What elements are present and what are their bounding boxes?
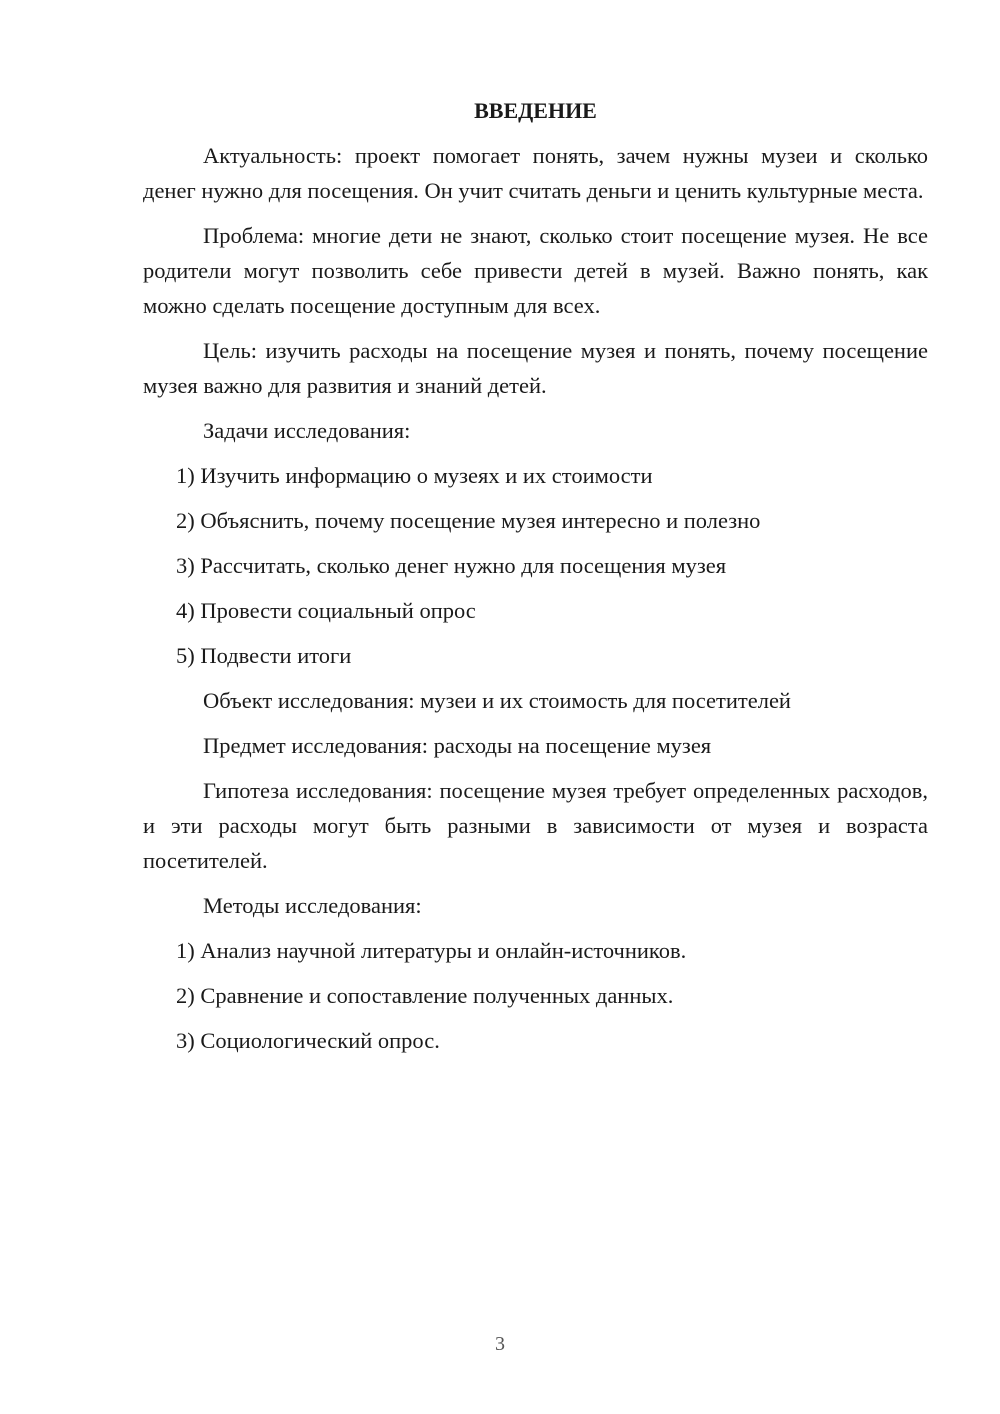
task-item: 5) Подвести итоги	[176, 643, 352, 668]
task-item: 1) Изучить информацию о музеях и их стоимости	[176, 463, 653, 488]
relevance-paragraph: Актуальность: проект помогает понять, зачем нужны музеи и сколько денег нужно для посещения. Он учит считать деньги и ценить культурные места.	[143, 143, 928, 203]
object-line: Объект исследования: музеи и их стоимость для посетителей	[203, 688, 791, 713]
task-item: 4) Провести социальный опрос	[176, 598, 476, 623]
method-item: 1) Анализ научной литературы и онлайн-источников.	[176, 938, 687, 963]
subject-line: Предмет исследования: расходы на посещение музея	[203, 733, 712, 758]
page-number: 3	[495, 1333, 505, 1355]
method-item: 2) Сравнение и сопоставление полученных данных.	[176, 983, 674, 1008]
page-title: ВВЕДЕНИЕ	[474, 98, 597, 123]
problem-paragraph: Проблема: многие дети не знают, сколько стоит посещение музея. Не все родители могут позволить себе привести детей в музей. Важно понять, как можно сделать посещение доступным для всех.	[143, 223, 928, 318]
hypothesis-paragraph: Гипотеза исследования: посещение музея требует определенных расходов, и эти расходы могут быть разными в зависимости от музея и возраста посетителей.	[143, 778, 928, 873]
tasks-list	[143, 458, 928, 673]
task-item: 2) Объяснить, почему посещение музея интересно и полезно	[176, 508, 761, 533]
goal-paragraph: Цель: изучить расходы на посещение музея и понять, почему посещение музея важно для развития и знаний детей.	[143, 338, 928, 398]
task-item: 3) Рассчитать, сколько денег нужно для посещения музея	[176, 553, 727, 578]
methods-heading: Методы исследования:	[203, 893, 422, 918]
methods-list	[143, 933, 928, 1058]
tasks-heading: Задачи исследования:	[203, 418, 411, 443]
method-item: 3) Социологический опрос.	[176, 1028, 440, 1053]
page-content	[143, 96, 928, 1068]
